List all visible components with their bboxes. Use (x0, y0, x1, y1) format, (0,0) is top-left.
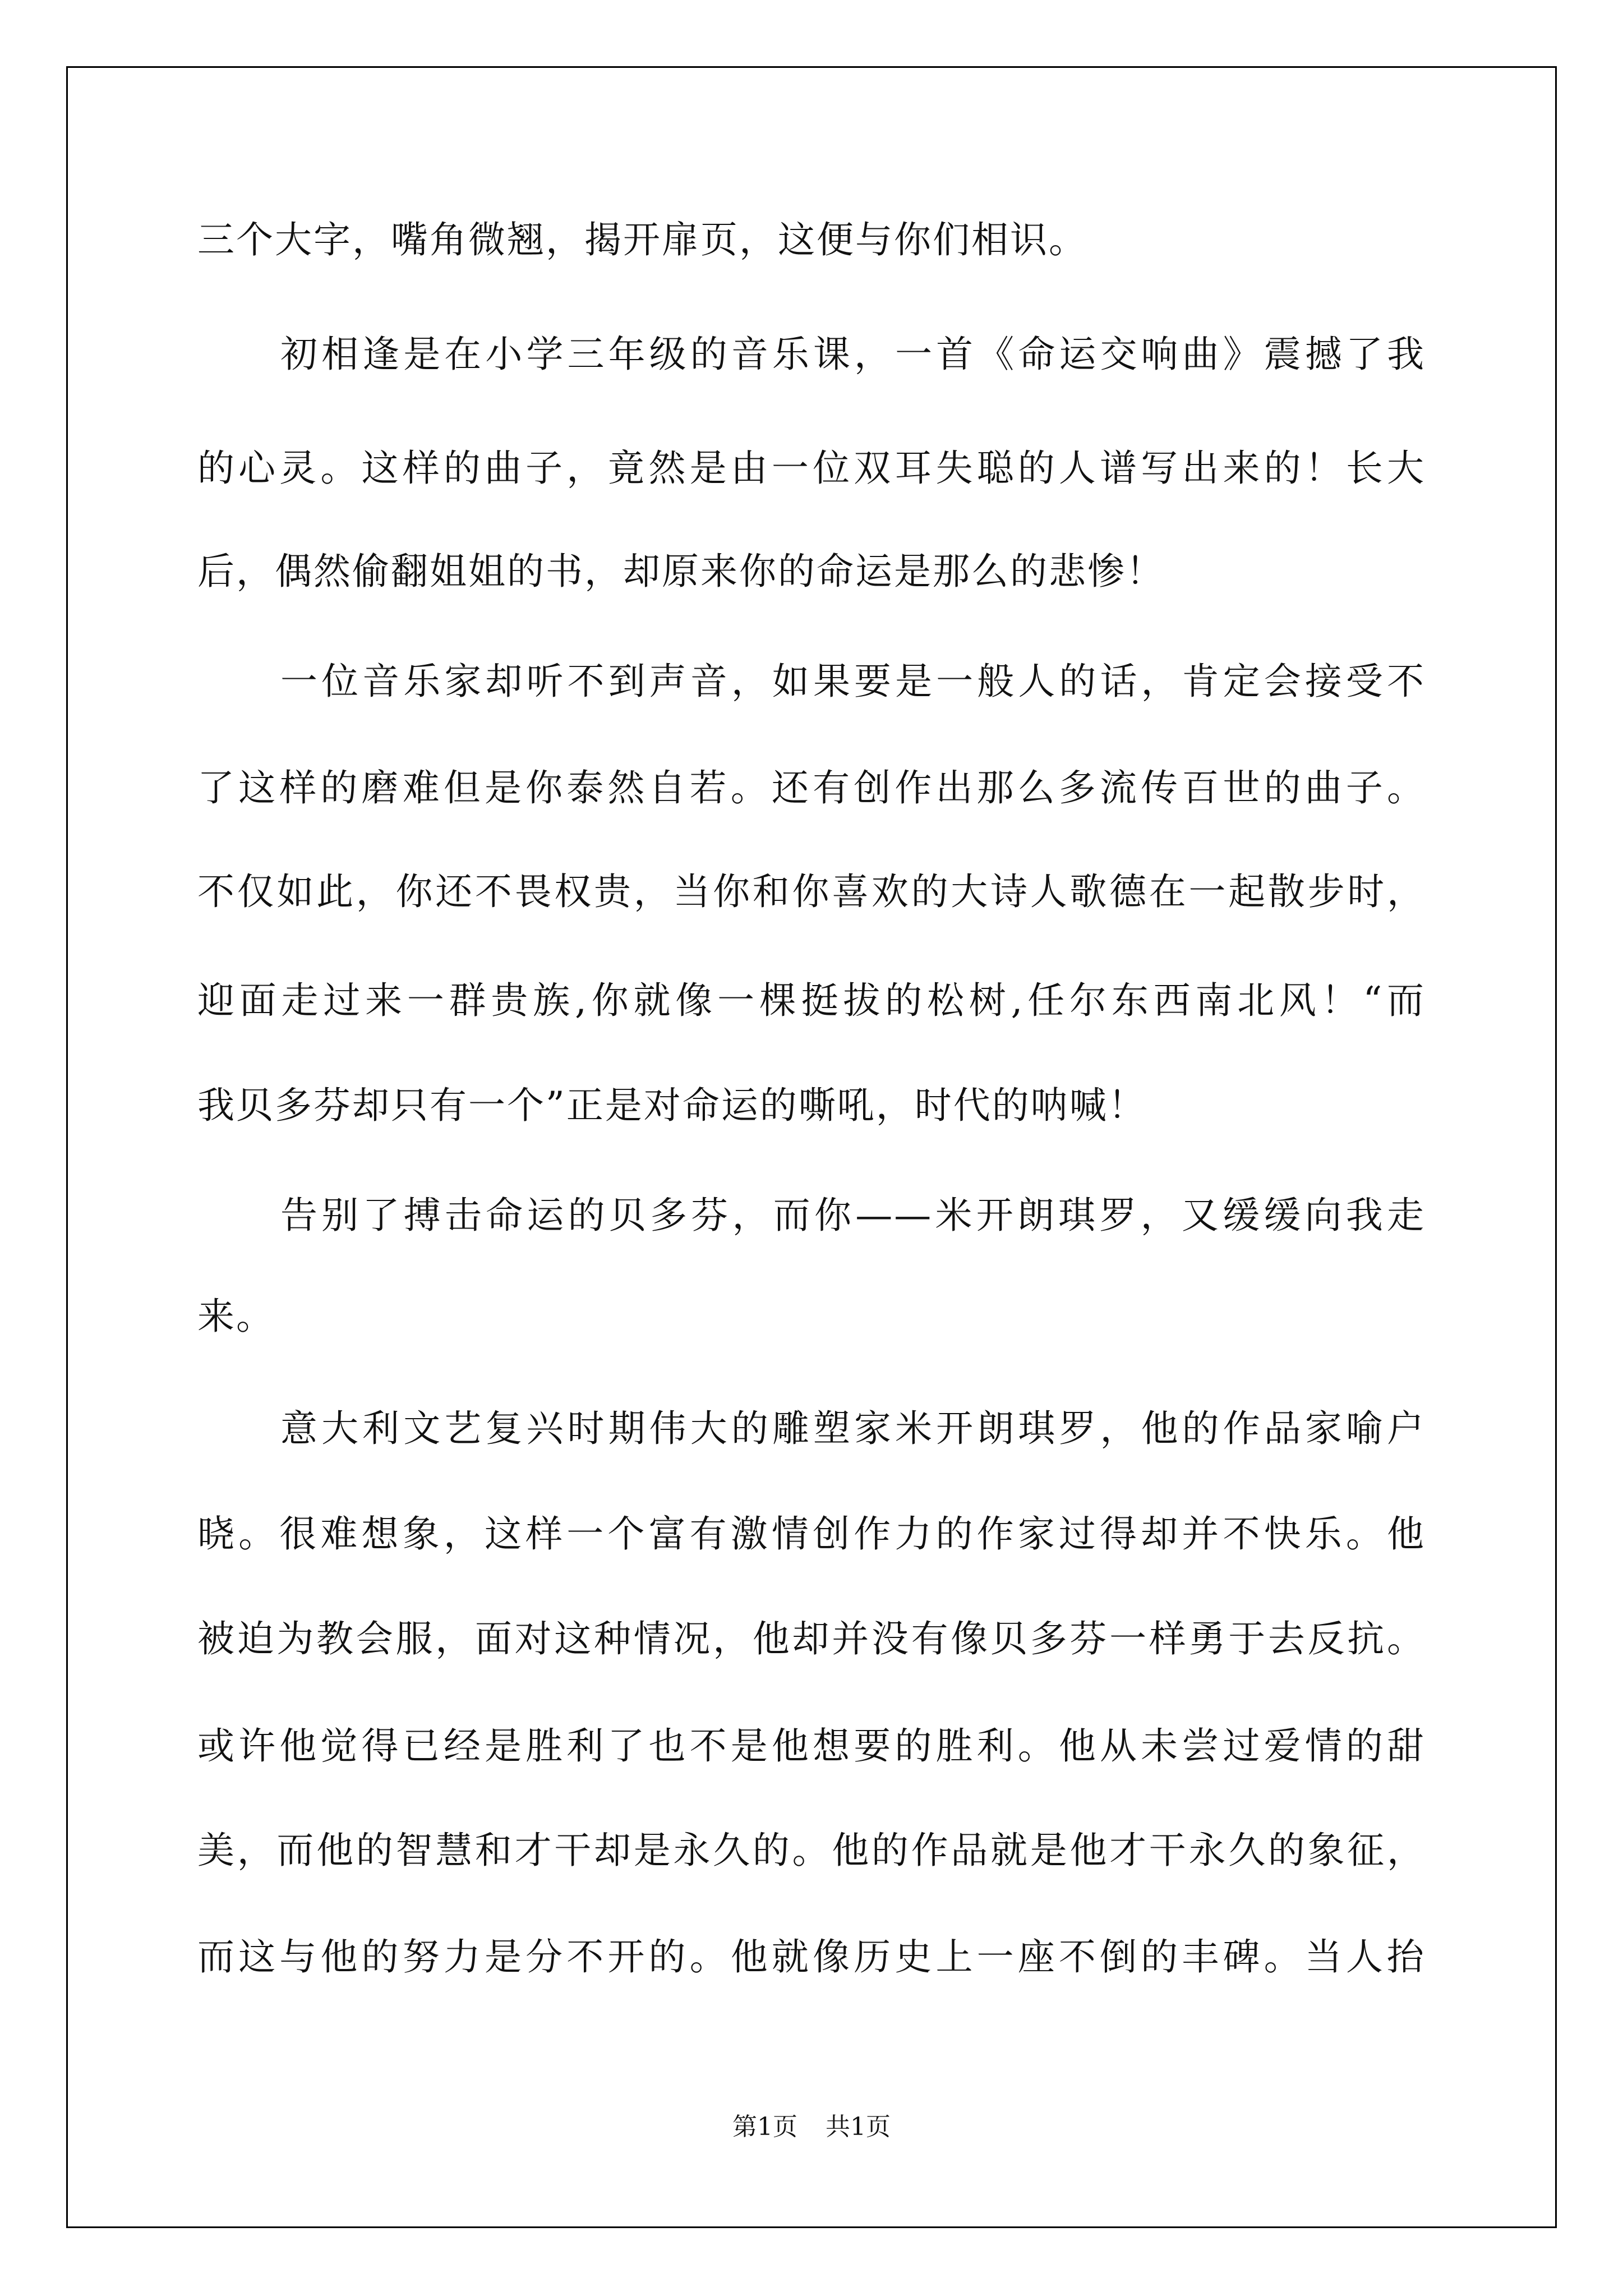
text-line: 一位音乐家却听不到声音，如果要是一般人的话，肯定会接受不 (280, 660, 1426, 703)
text-line: 我贝多芬却只有一个”正是对命运的嘶吼，时代的呐喊！ (197, 1084, 1147, 1127)
text-line: 三个大字，嘴角微翘，揭开扉页，这便与你们相识。 (197, 218, 1087, 261)
page-footer (0, 2110, 1623, 2144)
text-line: 来。 (197, 1295, 275, 1338)
text-line: 的心灵。这样的曲子，竟然是由一位双耳失聪的人谱写出来的！长大 (197, 447, 1426, 490)
text-line: 意大利文艺复兴时期伟大的雕塑家米开朗琪罗，他的作品家喻户 (280, 1407, 1426, 1450)
text-line: 被迫为教会服，面对这种情况，他却并没有像贝多芬一样勇于去反抗。 (197, 1617, 1426, 1660)
text-line: 后，偶然偷翻姐姐的书，却原来你的命运是那么的悲惨！ (197, 550, 1165, 593)
text-line: 迎面走过来一群贵族,你就像一棵挺拔的松树,任尔东西南北风！“而 (197, 979, 1426, 1022)
page-total: 共1页 (826, 2113, 891, 2141)
text-line: 或许他觉得已经是胜利了也不是他想要的胜利。他从未尝过爱情的甜 (197, 1724, 1426, 1768)
page-number: 第1页 (732, 2113, 797, 2141)
text-line: 了这样的磨难但是你泰然自若。还有创作出那么多流传百世的曲子。 (197, 766, 1426, 809)
text-line: 不仅如此，你还不畏权贵，当你和你喜欢的大诗人歌德在一起散步时， (197, 870, 1426, 913)
text-line: 晓。很难想象，这样一个富有激情创作力的作家过得却并不快乐。他 (197, 1512, 1426, 1556)
text-line: 而这与他的努力是分不开的。他就像历史上一座不倒的丰碑。当人抬 (197, 1935, 1426, 1978)
text-line: 初相逢是在小学三年级的音乐课，一首《命运交响曲》震撼了我 (280, 333, 1426, 376)
text-line: 美，而他的智慧和才干却是永久的。他的作品就是他才干永久的象征， (197, 1829, 1426, 1872)
text-line: 告别了搏击命运的贝多芬，而你——米开朗琪罗，又缓缓向我走 (280, 1194, 1426, 1237)
